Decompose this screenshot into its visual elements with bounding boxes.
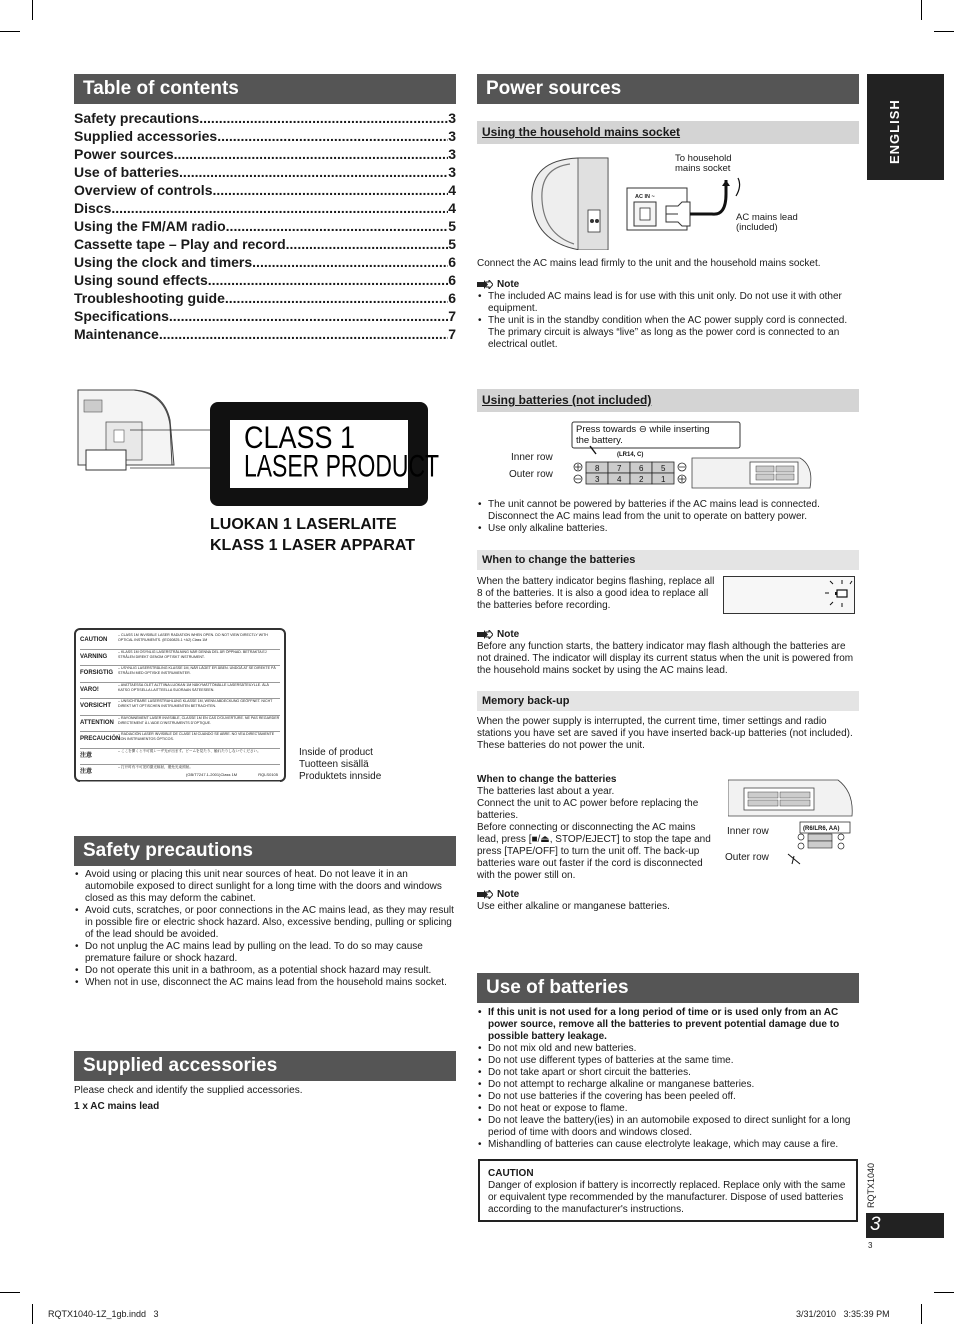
toc-entry[interactable] bbox=[74, 145, 456, 163]
svg-text:1: 1 bbox=[661, 475, 666, 484]
memory-change-text: When to change the batteries The batteries last about a year. Connect the unit to AC power before replacing the batteries. Before connecting or disconnecting the AC mains lead, press [■/⏏, STOP/EJECT] to stop the tape and press [TAPE/OFF] to turn the unit off. The back-up batteries ware out faster if the cord is disconnected with the power still on. bbox=[477, 774, 711, 881]
toc-entry[interactable] bbox=[74, 199, 456, 217]
laser-label-line1: CLASS 1 bbox=[244, 421, 355, 456]
svg-text:3: 3 bbox=[595, 475, 600, 484]
list-item: • Do not operate this unit in a bathroom, as a potential shock hazard may result. bbox=[74, 965, 458, 977]
toc-leader bbox=[199, 109, 448, 127]
inner-row-label-2: Inner row bbox=[727, 826, 769, 837]
warning-row bbox=[80, 716, 280, 733]
warning-code2: RQLS0105 bbox=[258, 772, 278, 777]
list-item: • Do not mix old and new batteries. bbox=[477, 1043, 859, 1055]
crop-mark bbox=[32, 0, 33, 20]
toc-entry[interactable] bbox=[74, 127, 456, 145]
laser-finnish: LUOKAN 1 LASERLAITE bbox=[210, 516, 397, 533]
footer-file: RQTX1040-1Z_1gb.indd 3 bbox=[48, 1309, 159, 1319]
toc-entry-page: 6 bbox=[448, 254, 456, 270]
use-batteries-list bbox=[477, 1007, 859, 1151]
warning-text: – AVATTAESSA OLET ALTTIINA LUOKAN 1M NÄKYMÄTTÖMÄLLE LASERSÄTEILYLLE. ÄLÄ KATSO OPTISELLA LAITTEELLA SUORAAN SÄTEESEEN. bbox=[118, 682, 269, 692]
press-text-2: the battery. bbox=[576, 435, 623, 446]
warning-text: – 打开时有不可见的激光辐射，避免光束照射。 bbox=[118, 765, 193, 769]
language-label: ENGLISH bbox=[887, 99, 902, 164]
svg-text:6: 6 bbox=[639, 464, 644, 473]
list-item: • Do not attempt to recharge alkaline or manganese batteries. bbox=[477, 1079, 859, 1091]
warning-text: – UNSICHTBARE LASERSTRAHLUNG KLASSE 1M, WENN ABDECKUNG GEÖFFNET. NICHT DIREKT MIT OPTISCHEN INSTRUMENTEN BETRACHTEN. bbox=[118, 699, 273, 708]
toc-leader bbox=[169, 307, 448, 325]
crop-mark bbox=[921, 1304, 922, 1324]
list-item: • Do not take apart or short circuit the batteries. bbox=[477, 1067, 859, 1079]
footer-datetime: 3/31/2010 3:35:39 PM bbox=[796, 1309, 890, 1319]
warning-caption: Inside of product Tuotteen sisällä Produktets innside bbox=[299, 747, 382, 782]
warning-key: VARO! bbox=[80, 686, 99, 693]
warning-key: 注意 bbox=[80, 769, 93, 775]
svg-text:5: 5 bbox=[661, 464, 666, 473]
note-2: Note Before any function starts, the battery indicator may flash although the batteries are not drained. The indicator will display its current status when the unit is powered from the household mains socket by using the AC mains lead. bbox=[477, 628, 859, 677]
toc-entry-title: Troubleshooting guide bbox=[74, 290, 225, 306]
toc-entry-title: Safety precautions bbox=[74, 110, 200, 126]
warning-key: VARNING bbox=[80, 653, 108, 660]
toc-entry-page: 3 bbox=[448, 128, 456, 144]
crop-mark bbox=[934, 31, 954, 32]
caution-title: CAUTION bbox=[488, 1168, 534, 1179]
mains-text bbox=[477, 258, 859, 351]
toc-leader bbox=[212, 181, 448, 199]
crop-mark bbox=[921, 0, 922, 20]
toc-entry-title: Specifications bbox=[74, 308, 169, 324]
toc-entry-title: Cassette tape – Play and record bbox=[74, 236, 286, 252]
batteries-subheading: Using batteries (not included) bbox=[477, 389, 859, 412]
toc-entry-title: Using the FM/AM radio bbox=[74, 218, 226, 234]
toc-entry[interactable] bbox=[74, 325, 456, 343]
use-batteries-section bbox=[477, 1007, 859, 1151]
inner-row-label: Inner row bbox=[511, 452, 553, 463]
note-arrow-icon bbox=[477, 630, 493, 639]
warning-key: ATTENTION bbox=[80, 719, 114, 726]
toc-leader bbox=[208, 271, 448, 289]
toc-entry-page: 7 bbox=[448, 326, 456, 342]
mains-subheading: Using the household mains socket bbox=[477, 121, 859, 144]
warning-text: – RADIACIÓN LASER INVISIBLE DE CLASE 1M CUANDO SE ABRE. NO VEA DIRECTAMENTE CON INSTRUMENTOS ÓPTICOS. bbox=[118, 732, 275, 741]
memory-text: When the power supply is interrupted, the current time, timer settings and radio stations you have set are saved if you have inserted back-up batteries (not included). These batteries do not power the unit. bbox=[477, 716, 853, 751]
list-item: • Mishandling of batteries can cause electrolyte leakage, which may cause a fire. bbox=[477, 1139, 859, 1151]
warning-text: – RAYONNEMENT LASER INVISIBLE, CLASSE 1M EN CAS D'OUVERTURE. NE PAS REGARDER DIRECTEMENT À L'AIDE D'INSTRUMENTS D'OPTIQUE. bbox=[118, 715, 280, 725]
toc-entry-page: 7 bbox=[448, 308, 456, 324]
list-item: • Do not leave the battery(ies) in an automobile exposed to direct sunlight for a long period of time with doors and windows closed. bbox=[477, 1115, 859, 1139]
toc-leader bbox=[179, 163, 448, 181]
accessories-heading: Supplied accessories bbox=[74, 1051, 456, 1081]
list-item: • Do not use batteries if the covering has been peeled off. bbox=[477, 1091, 859, 1103]
toc-leader bbox=[217, 127, 448, 145]
warning-key: FORSIGTIG bbox=[80, 670, 113, 676]
use-batteries-heading: Use of batteries bbox=[477, 973, 859, 1003]
batteries-list bbox=[477, 499, 859, 535]
note-3-text: Use either alkaline or manganese batteries. bbox=[477, 901, 670, 912]
crop-mark bbox=[0, 31, 20, 32]
toc-entry-page: 3 bbox=[448, 164, 456, 180]
toc-entry-page: 4 bbox=[448, 182, 456, 198]
warning-row bbox=[80, 633, 280, 650]
toc-entry-page: 5 bbox=[448, 218, 456, 234]
crop-mark bbox=[934, 1292, 954, 1293]
svg-text:2: 2 bbox=[639, 475, 644, 484]
toc-entry[interactable] bbox=[74, 109, 456, 127]
list-item: • Do not unplug the AC mains lead by pulling on the lead. To do so may cause premature failure or shock hazard. bbox=[74, 941, 458, 965]
toc-entry[interactable] bbox=[74, 181, 456, 199]
toc-entry-title: Using the clock and timers bbox=[74, 254, 253, 270]
toc-entry[interactable] bbox=[74, 307, 456, 325]
list-item: • Avoid using or placing this unit near sources of heat. Do not leave it in an automobile exposed to direct sunlight for a long time with the doors and windows closed as this may deform the cabinet. bbox=[74, 869, 458, 905]
warning-label bbox=[74, 628, 286, 782]
toc-entry[interactable] bbox=[74, 217, 456, 235]
toc-entry-title: Discs bbox=[74, 200, 112, 216]
note-arrow-icon bbox=[477, 280, 493, 289]
toc-entry-page: 3 bbox=[448, 110, 456, 126]
toc-entry[interactable] bbox=[74, 271, 456, 289]
toc-entry-page: 4 bbox=[448, 200, 456, 216]
warning-key: PRECAUCIÓN bbox=[80, 736, 121, 742]
toc-leader bbox=[225, 289, 448, 307]
svg-text:7: 7 bbox=[617, 464, 622, 473]
power-heading: Power sources bbox=[477, 74, 859, 104]
caution-text: Danger of explosion if battery is incorrectly replaced. Replace only with the same or equivalent type recommended by the manufacturer. Dispose of used batteries according to the manufacturer's instructions. bbox=[488, 1180, 846, 1215]
warning-text: – CLASS 1M INVISIBLE LASER RADIATION WHEN OPEN. DO NOT VIEW DIRECTLY WITH OPTICAL INSTRUMENTS. (IEC60825-1 +A2) Class 1M bbox=[118, 633, 268, 642]
laser-label-line2: LASER PRODUCT bbox=[244, 448, 440, 484]
outer-row-label: Outer row bbox=[509, 469, 553, 480]
warning-key: CAUTION bbox=[80, 637, 108, 643]
toc-leader bbox=[174, 145, 449, 163]
model-code-vertical: RQTX1040 bbox=[866, 1162, 876, 1208]
warning-code1: (GB/T7247.1-2001)Class 1M bbox=[186, 772, 238, 777]
toc-entry-title: Maintenance bbox=[74, 326, 159, 342]
toc-heading: Table of contents bbox=[74, 74, 456, 104]
accessories-item: 1 x AC mains lead bbox=[74, 1101, 160, 1112]
page-number-small: 3 bbox=[868, 1241, 873, 1250]
toc-entry-title: Overview of controls bbox=[74, 182, 213, 198]
accessories-intro: Please check and identify the supplied accessories. bbox=[74, 1085, 303, 1096]
note-1: Note bbox=[477, 278, 859, 291]
warning-row bbox=[80, 683, 280, 700]
change-subheading: When to change the batteries bbox=[477, 550, 859, 570]
toc-leader bbox=[159, 325, 448, 343]
warning-text: – USYNLIG LASERSTRÅLING KLASSE 1M, NÅR LÅGET ER ÅBEN. UNDGÅ AT SE DIREKTE PÅ STRÅLEN MED OPTISKE INSTRUMENTER. bbox=[118, 666, 276, 675]
safety-section bbox=[74, 869, 458, 989]
crop-mark bbox=[0, 1292, 20, 1293]
toc-leader bbox=[111, 199, 448, 217]
warning-key: VORSICHT bbox=[80, 703, 112, 709]
toc-entry-page: 3 bbox=[448, 146, 456, 162]
ac-lead-label: AC mains lead (included) bbox=[736, 212, 798, 233]
to-socket-label: To household mains socket bbox=[675, 153, 732, 174]
outer-row-label-2: Outer row bbox=[725, 852, 769, 863]
battery-icon bbox=[837, 590, 847, 597]
page-number: 3 bbox=[870, 1214, 881, 1235]
list-item: • Avoid cuts, scratches, or poor connections in the AC mains lead, as they may result in possible fire or electric shock hazard. Also, excessive bending, pulling or splicing of the lead should be avoided. bbox=[74, 905, 458, 941]
toc-entry[interactable] bbox=[74, 253, 456, 271]
toc-entry-title: Supplied accessories bbox=[74, 128, 218, 144]
list-item: • The unit cannot be powered by batteries if the AC mains lead is connected. Disconnect the AC mains lead from the unit to operate on battery power. bbox=[477, 499, 859, 523]
warning-rows bbox=[80, 633, 280, 782]
toc-entry[interactable] bbox=[74, 163, 456, 181]
list-item: • Do not heat or expose to flame. bbox=[477, 1103, 859, 1115]
page-number-tab bbox=[866, 1213, 944, 1238]
list-item: • The included AC mains lead is for use with this unit only. Do not use it with other equipment. bbox=[477, 291, 859, 315]
note-2-text: Before any function starts, the battery indicator may flash although the batteries are not drained. The indicator will display its current status when the unit is powered from the household mains socket by using the AC mains lead. bbox=[477, 641, 854, 676]
change-text: When the battery indicator begins flashing, replace all 8 of the batteries. It is also a good idea to replace all the batteries before recording. bbox=[477, 576, 715, 611]
ac-in-label: AC IN ~ bbox=[635, 194, 655, 200]
crop-mark bbox=[32, 1304, 33, 1324]
safety-list bbox=[74, 869, 458, 989]
note-3: Note Use either alkaline or manganese batteries. bbox=[477, 888, 859, 913]
list-item: • When not in use, disconnect the AC mains lead from the household mains socket. bbox=[74, 977, 458, 989]
safety-heading: Safety precautions bbox=[74, 836, 456, 866]
caution-box bbox=[478, 1159, 858, 1222]
toc-list bbox=[74, 109, 456, 343]
batteries-text bbox=[477, 499, 859, 535]
warning-row bbox=[80, 765, 280, 782]
battery-indicator-display bbox=[723, 576, 855, 614]
warning-text: – KLASS 1M OSYNLIG LASERSTRÅLNING NÄR DENNA DEL ÄR ÖPPNAD. BETRAKTA EJ STRÅLEN DIREKT GENOM OPTISKT INSTRUMENT. bbox=[118, 649, 267, 659]
toc-entry-page: 6 bbox=[448, 290, 456, 306]
note-arrow-icon bbox=[477, 890, 493, 899]
list-item: • The unit is in the standby condition when the AC power supply cord is connected. The primary circuit is always “live” as long as the power cord is connected to an electrical outlet. bbox=[477, 315, 859, 351]
list-item: • Use only alkaline batteries. bbox=[477, 523, 859, 535]
svg-text:8: 8 bbox=[595, 464, 600, 473]
warning-text: – ここを開くと不可視レーザ光が出ます。ビームを見たり、触れたりしないでください。 bbox=[118, 748, 261, 753]
toc-entry-title: Using sound effects bbox=[74, 272, 208, 288]
toc-entry-title: Use of batteries bbox=[74, 164, 180, 180]
toc-entry-page: 6 bbox=[448, 272, 456, 288]
laser-swedish: KLASS 1 LASER APPARAT bbox=[210, 537, 416, 554]
list-item: • Do not use different types of batteries at the same time. bbox=[477, 1055, 859, 1067]
warning-row bbox=[80, 666, 280, 683]
toc-leader bbox=[226, 217, 449, 235]
toc-entry-title: Power sources bbox=[74, 146, 174, 162]
accessories-section bbox=[74, 1085, 456, 1113]
r6-label: (R6/LR6, AA) bbox=[803, 826, 840, 832]
warning-row bbox=[80, 732, 280, 749]
connect-text: Connect the AC mains lead firmly to the unit and the household mains socket. bbox=[477, 258, 821, 269]
warning-row bbox=[80, 749, 280, 766]
warning-row bbox=[80, 699, 280, 716]
memory-subheading: Memory back-up bbox=[477, 691, 859, 711]
toc-leader bbox=[286, 235, 449, 253]
laser-label-illustration bbox=[74, 380, 454, 560]
battery-diagram bbox=[560, 418, 820, 496]
toc-entry[interactable] bbox=[74, 289, 456, 307]
language-tab bbox=[867, 74, 944, 180]
toc-entry[interactable] bbox=[74, 235, 456, 253]
lr14-label: (LR14, C) bbox=[617, 452, 644, 458]
mains-note-list bbox=[477, 291, 859, 351]
toc-leader bbox=[252, 253, 448, 271]
toc-entry-page: 5 bbox=[448, 236, 456, 252]
warning-key: 注意 bbox=[80, 752, 93, 759]
press-text-1: Press towards ⊖ while inserting bbox=[576, 424, 710, 435]
warning-row bbox=[80, 650, 280, 667]
svg-text:4: 4 bbox=[617, 475, 622, 484]
list-item: • If this unit is not used for a long period of time or is used only from an AC power source, remove all the batteries to prevent potential damage due to possible battery leakage. bbox=[477, 1007, 859, 1043]
